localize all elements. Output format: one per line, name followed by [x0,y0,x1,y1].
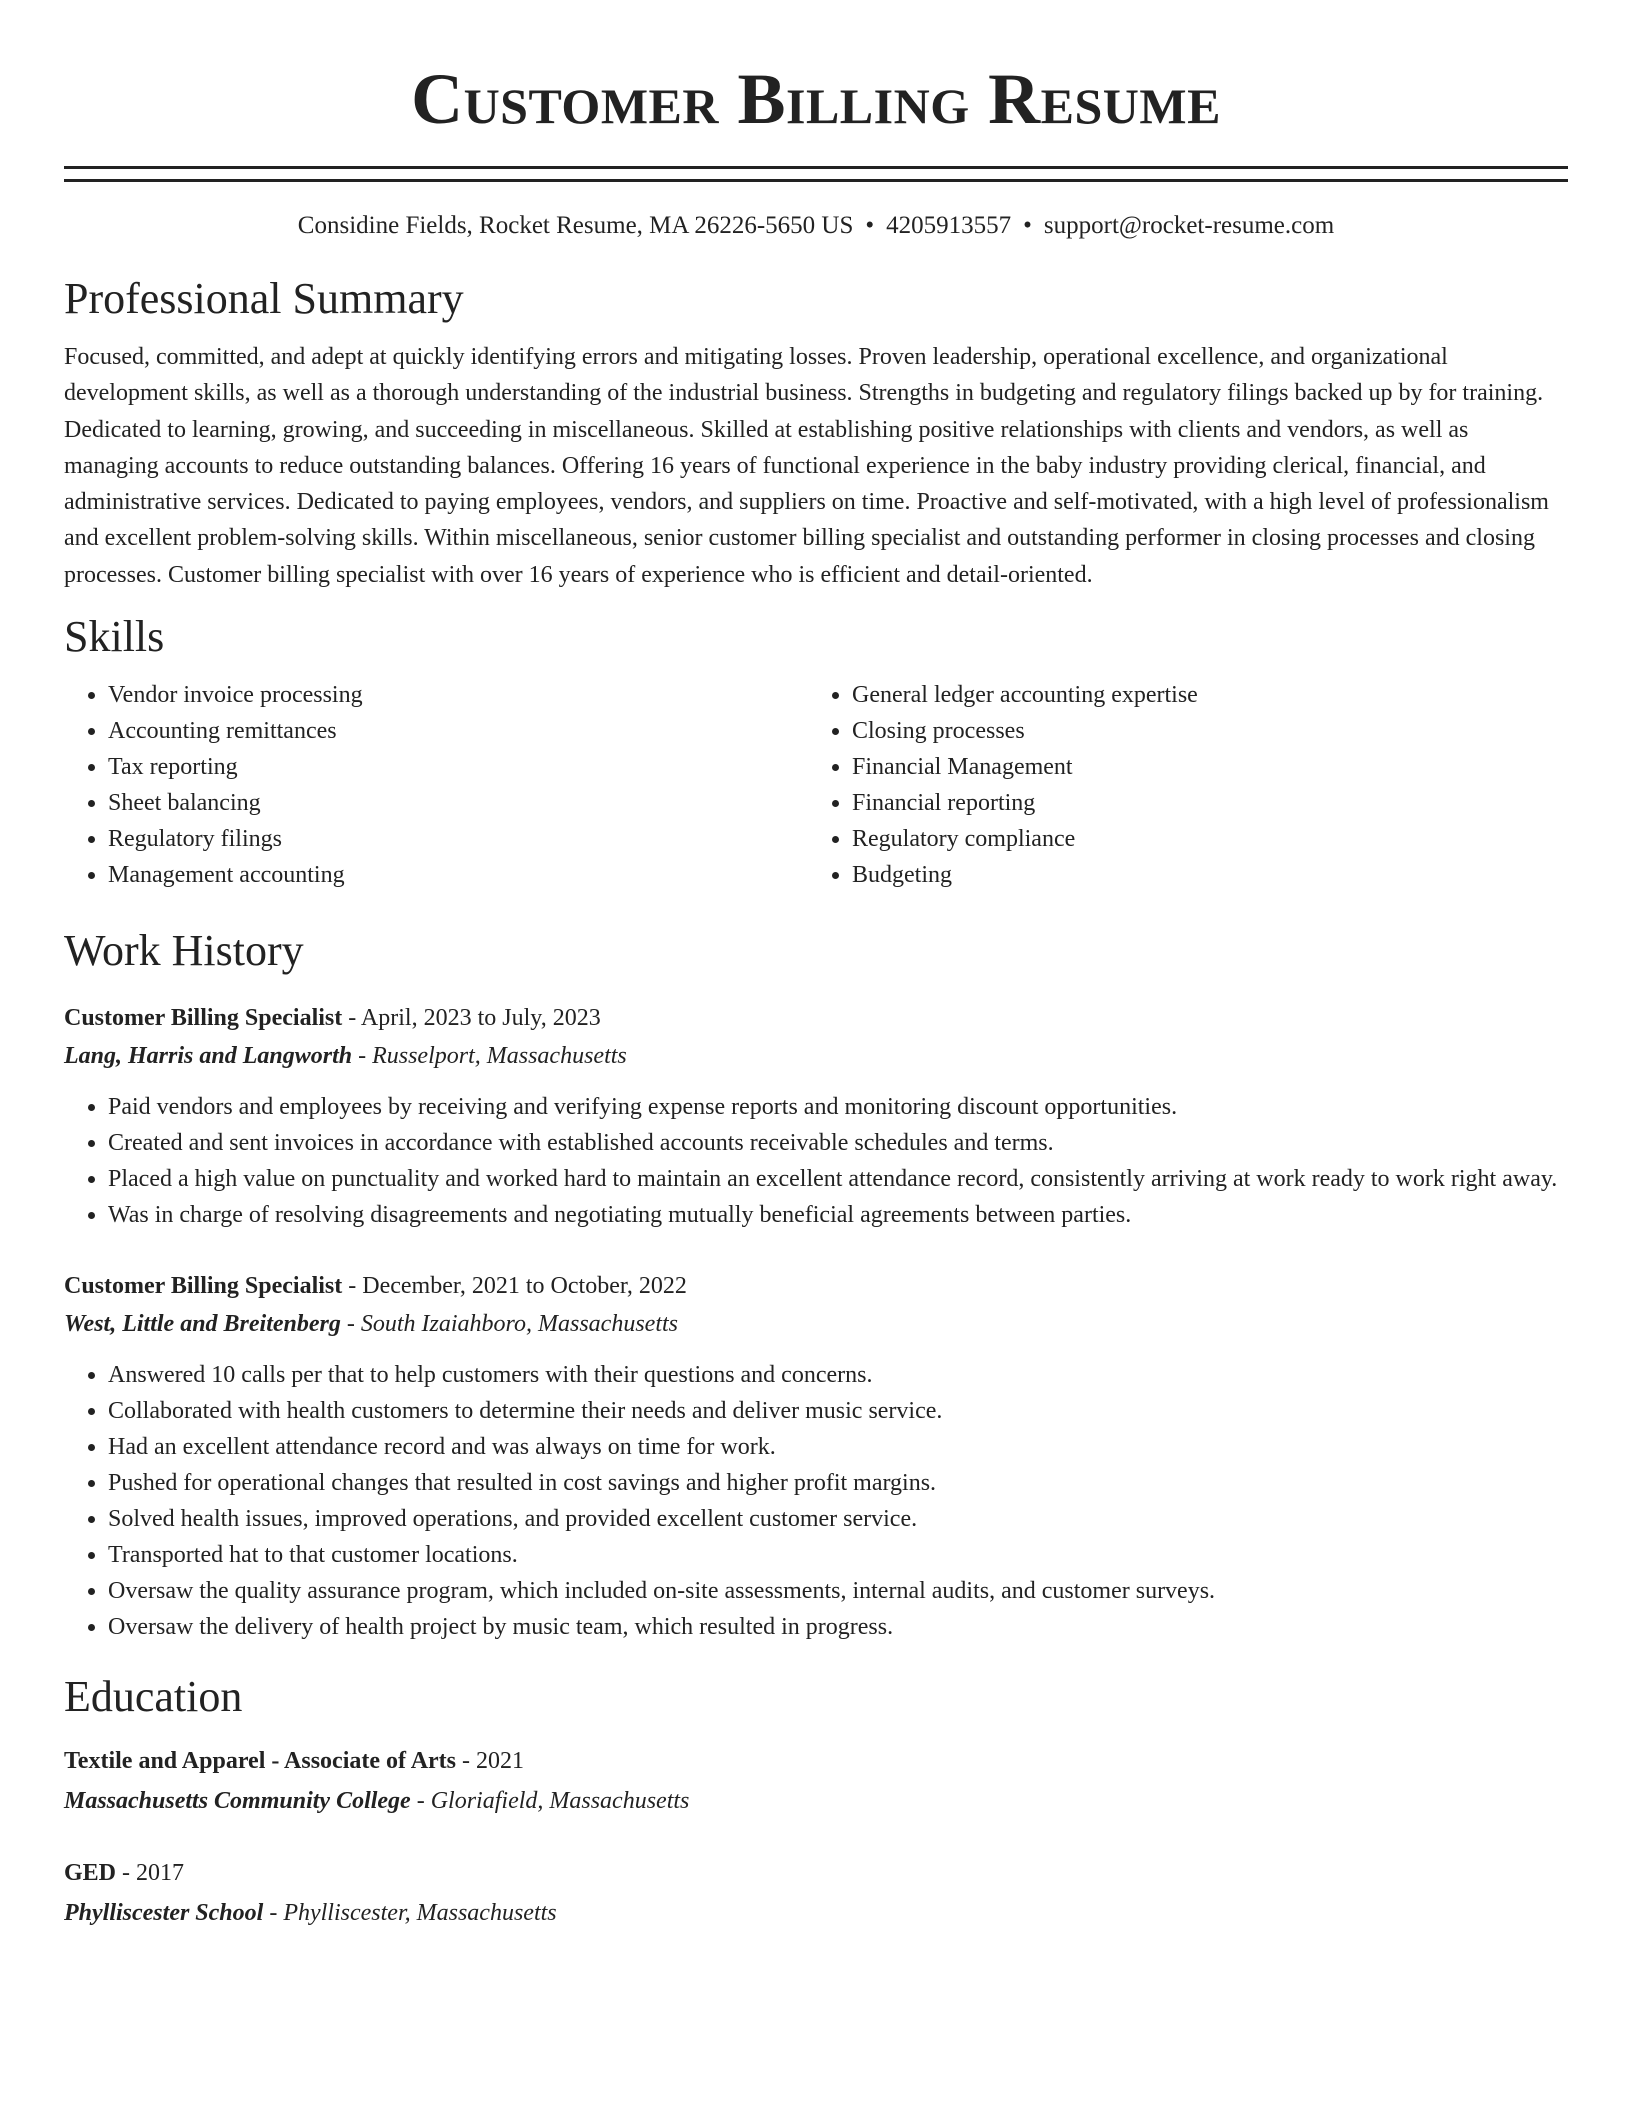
job-bullet: • Transported hat to that customer locations. [108,1537,1568,1573]
job-company: Lang, Harris and Langworth [64,1043,353,1070]
section-heading-work-history: Work History [64,926,304,976]
skill-item: • Accounting remittances [108,713,808,749]
job-bullet: • Was in charge of resolving disagreements and negotiating mutually beneficial agreements between parties. [108,1197,1568,1233]
skill-item: • Regulatory compliance [852,821,1552,857]
job-header [64,1267,1568,1305]
job-bullet: • Created and sent invoices in accordance with established accounts receivable schedules and terms. [108,1125,1568,1161]
job-location: Russelport, Massachusetts [372,1043,627,1070]
job-header [64,999,1568,1037]
education-year: 2017 [136,1860,185,1887]
skill-item: • Financial Management [852,749,1552,785]
education-school: Phylliscester School [64,1900,264,1927]
section-heading-summary: Professional Summary [64,274,464,323]
contact-address: Considine Fields, Rocket Resume, MA 26226-5650 US [297,212,854,239]
resume-page [64,0,1568,1933]
education-location: Phylliscester, Massachusetts [283,1900,557,1927]
job-bullet: • Oversaw the delivery of health project by music team, which resulted in progress. [108,1609,1568,1645]
job-dash: - [342,1273,363,1300]
skill-item: • Management accounting [108,857,808,893]
skill-item: • Financial reporting [852,785,1552,821]
job-dash: - [342,1005,361,1032]
education-school: Massachusetts Community College [64,1788,411,1815]
education-dash: - [456,1748,477,1775]
skill-item: • Sheet balancing [108,785,808,821]
contact-separator: • [1023,212,1032,239]
work-history-section [64,925,1568,1645]
job-title: Customer Billing Specialist [64,1273,343,1300]
job-bullet: • Had an excellent attendance record and was always on time for work. [108,1429,1568,1465]
job-location: South Izaiahboro, Massachusetts [360,1311,678,1338]
education-school-line [64,1893,1568,1933]
skill-item: • Vendor invoice processing [108,677,808,713]
skill-item: • Tax reporting [108,749,808,785]
skills-column-right [808,677,1552,893]
contact-email: support@rocket-resume.com [1043,212,1335,239]
job-dates: April, 2023 to July, 2023 [360,1005,601,1032]
education-location: Gloriafield, Massachusetts [430,1788,690,1815]
education-dash: - [263,1900,284,1927]
skills-grid [64,677,1568,893]
job-entry [64,1267,1568,1645]
skill-item: • Closing processes [852,713,1552,749]
job-bullet: • Paid vendors and employees by receiving and verifying expense reports and monitoring discount opportunities. [108,1089,1568,1125]
education-section [64,1671,1568,1933]
job-employer-line [64,1037,1568,1075]
job-bullets [64,1089,1568,1233]
job-bullet: • Collaborated with health customers to determine their needs and deliver music service. [108,1393,1568,1429]
section-heading-education: Education [64,1672,243,1722]
title-double-rule [64,166,1568,182]
job-title: Customer Billing Specialist [64,1005,343,1032]
education-degree: GED [64,1860,117,1887]
education-header [64,1741,1568,1781]
contact-phone: 4205913557 [886,212,1012,239]
summary-text: Focused, committed, and adept at quickly identifying errors and mitigating losses. Proven leadership, operational excellence, and organizational development skills, as well as a thorough understanding of the industrial business. Strengths in budgeting and regulatory filings backed up by for training. Dedicated to learning, growing, and succeeding in miscellaneous. Skilled at establishing positive relationships with clients and vendors, as well as managing accounts to reduce outstanding balances. Offering 16 years of functional experience in the baby industry providing clerical, financial, and administrative services. Dedicated to paying employees, vendors, and suppliers on time. Proactive and self-motivated, with a high level of professionalism and excellent problem-solving skills. Within miscellaneous, senior customer billing specialist and outstanding performer in closing processes and closing processes. Customer billing specialist with over 16 years of experience who is efficient and detail-oriented. [64,344,1549,588]
education-dash: - [116,1860,137,1887]
education-degree: Textile and Apparel - Associate of Arts [64,1748,457,1775]
professional-summary-section [64,273,1568,593]
skill-item: • Regulatory filings [108,821,808,857]
education-entry [64,1741,1568,1821]
education-dash: - [410,1788,431,1815]
skill-item: • Budgeting [852,857,1552,893]
resume-title: Customer Billing Resume [411,59,1221,139]
education-header [64,1853,1568,1893]
skill-item: • General ledger accounting expertise [852,677,1552,713]
job-bullet: • Answered 10 calls per that to help customers with their questions and concerns. [108,1357,1568,1393]
contact-line [64,211,1568,241]
job-dates: December, 2021 to October, 2022 [362,1273,687,1300]
job-bullet: • Pushed for operational changes that resulted in cost savings and higher profit margins. [108,1465,1568,1501]
skills-column-left [64,677,808,893]
contact-separator: • [865,212,875,239]
job-bullet: • Placed a high value on punctuality and worked hard to maintain an excellent attendance record, consistently arriving at work ready to work right away. [108,1161,1568,1197]
job-entry [64,999,1568,1233]
job-employer-line [64,1305,1568,1343]
job-company: West, Little and Breitenberg [64,1311,341,1338]
education-entry [64,1853,1568,1933]
job-bullets [64,1357,1568,1645]
section-heading-skills: Skills [64,612,165,662]
job-dash: - [340,1311,361,1338]
education-school-line [64,1781,1568,1821]
job-bullet: • Oversaw the quality assurance program, which included on-site assessments, internal audits, and customer surveys. [108,1573,1568,1609]
education-year: 2021 [476,1748,525,1775]
job-dash: - [352,1043,373,1070]
job-bullet: • Solved health issues, improved operations, and provided excellent customer service. [108,1501,1568,1537]
skills-section [64,611,1568,893]
